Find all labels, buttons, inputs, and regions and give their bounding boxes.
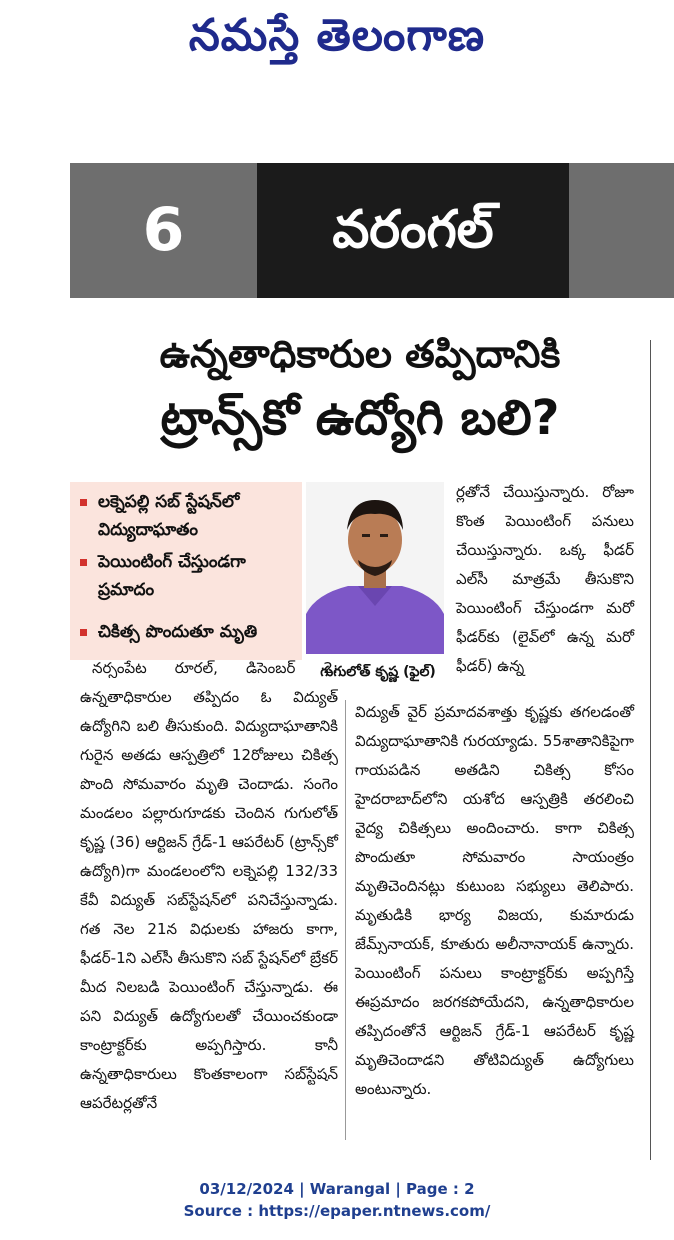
footer-date-line: 03/12/2024 | Warangal | Page : 2 [199, 1180, 475, 1198]
right-border-line [650, 340, 651, 1160]
highlight-item [80, 488, 300, 544]
page-number: 6 [142, 195, 185, 265]
highlight-text: లక్నెపల్లి సబ్ స్టేషన్‌లో విద్యుదాఘాతం [98, 492, 240, 540]
headline-line-2: ట్రాన్స్‌కో ఉద్యోగి బలి? [160, 390, 560, 446]
article-right-bottom [355, 698, 634, 1104]
highlight-text: పెయింటింగ్ చేస్తుండగా ప్రమాదం [98, 552, 246, 600]
article-paragraph: నర్సంపేట రూరల్, డిసెంబర్ 2: ఉన్నతాధికారుల తప్పిదం ఓ విద్యుత్ ఉద్యోగిని బలి తీసుకుంది. విద్యుదాఘాతానికి గురైన అతడు ఆస్పత్రిలో 12రోజులు చికిత్స పొంది సోమవారం మృతి చెందాడు. సంగెం మండలం పల్లారుగూడకు చెందిన గుగులోత్ కృష్ణ (36) ఆర్టిజన్ గ్రేడ్‌-1 ఆపరేటర్ (ట్రాన్స్‌కో ఉద్యోగి)గా మండలంలోని లక్నెపల్లి 132/33 కేవీ విద్యుత్ సబ్‌స్టేషన్‌లో పనిచేస్తున్నాడు. గత నెల 21న విధులకు హాజరు కాగా, ఫీడర్‌-1ని ఎల్‌సీ తీసుకొని సబ్ స్టేషన్‌లో బ్రేకర్ మీద నిలబడి పెయింటింగ్ చేస్తున్నాడు. ఈ పని విద్యుత్ ఉద్యోగులతో చేయించకుండా కాంట్రాక్టర్‌కు అప్పగిస్తారు. కానీ ఉన్నతాధికారులు కొంతకాలంగా సబ్‌స్టేషన్ ఆపరేటర్లతోనే [80, 659, 338, 1112]
highlight-item [80, 618, 300, 646]
portrait-illustration [306, 482, 444, 654]
section-name: వరంగల్ [332, 200, 494, 260]
masthead-title: నమస్తే తెలంగాణ [188, 10, 486, 61]
headline-line-1: ఉన్నతాధికారుల తప్పిదానికి [159, 332, 561, 376]
bullet-icon [80, 629, 87, 636]
bullet-icon [80, 559, 87, 566]
footer-source-line: Source : https://epaper.ntnews.com/ [183, 1202, 491, 1220]
article-paragraph: విద్యుత్ వైర్ ప్రమాదవశాత్తు కృష్ణకు తగలడంతో విద్యుదాఘాతానికి గురయ్యాడు. 55శాతానికిపైగా గాయపడిన అతడిని చికిత్స కోసం హైదరాబాద్‌లోని యశోద ఆస్పత్రికి తరలించి వైద్య చికిత్సలు అందించారు. కాగా చికిత్స పొందుతూ సోమవారం సాయంత్రం మృతిచెందినట్లు కుటుంబ సభ్యులు తెలిపారు. మృతుడికి భార్య విజయ, కుమారుడు జేమ్స్‌నాయక్, కూతురు అలీనానాయక్ ఉన్నారు. పెయింటింగ్ పనులు కాంట్రాక్టర్‌కు అప్పగిస్తే ఈప్రమాదం జరగకపోయేదని, ఉన్నతాధికారుల తప్పిదంతోనే ఆర్టిజన్ గ్రేడ్‌-1 ఆపరేటర్ కృష్ణ మృతిచెందాడని తోటివిద్యుత్ ఉద్యోగులు అంటున్నారు. [355, 703, 634, 1098]
highlight-text: చికిత్స పొందుతూ మృతి [98, 622, 258, 642]
article-left-column [80, 654, 338, 1118]
article-paragraph: ర్లతోనే చేయిస్తున్నారు. రోజూ కొంత పెయింటింగ్ పనులు చేయిస్తున్నారు. ఒక్క ఫీడర్ ఎల్‌సీ మాత్రమే తీసుకొని పెయింటింగ్ చేస్తుండగా మరో ఫీడర్‌కు (లైవ్‌లో ఉన్న మరో ఫీడర్) ఉన్న [456, 483, 634, 675]
highlight-item [80, 548, 300, 604]
column-divider [345, 700, 346, 1140]
person-photo [306, 482, 444, 654]
article-right-top [456, 478, 634, 681]
bullet-icon [80, 499, 87, 506]
photo-caption: గుగులోత్ కృష్ణ (ఫైల్) [320, 664, 436, 680]
